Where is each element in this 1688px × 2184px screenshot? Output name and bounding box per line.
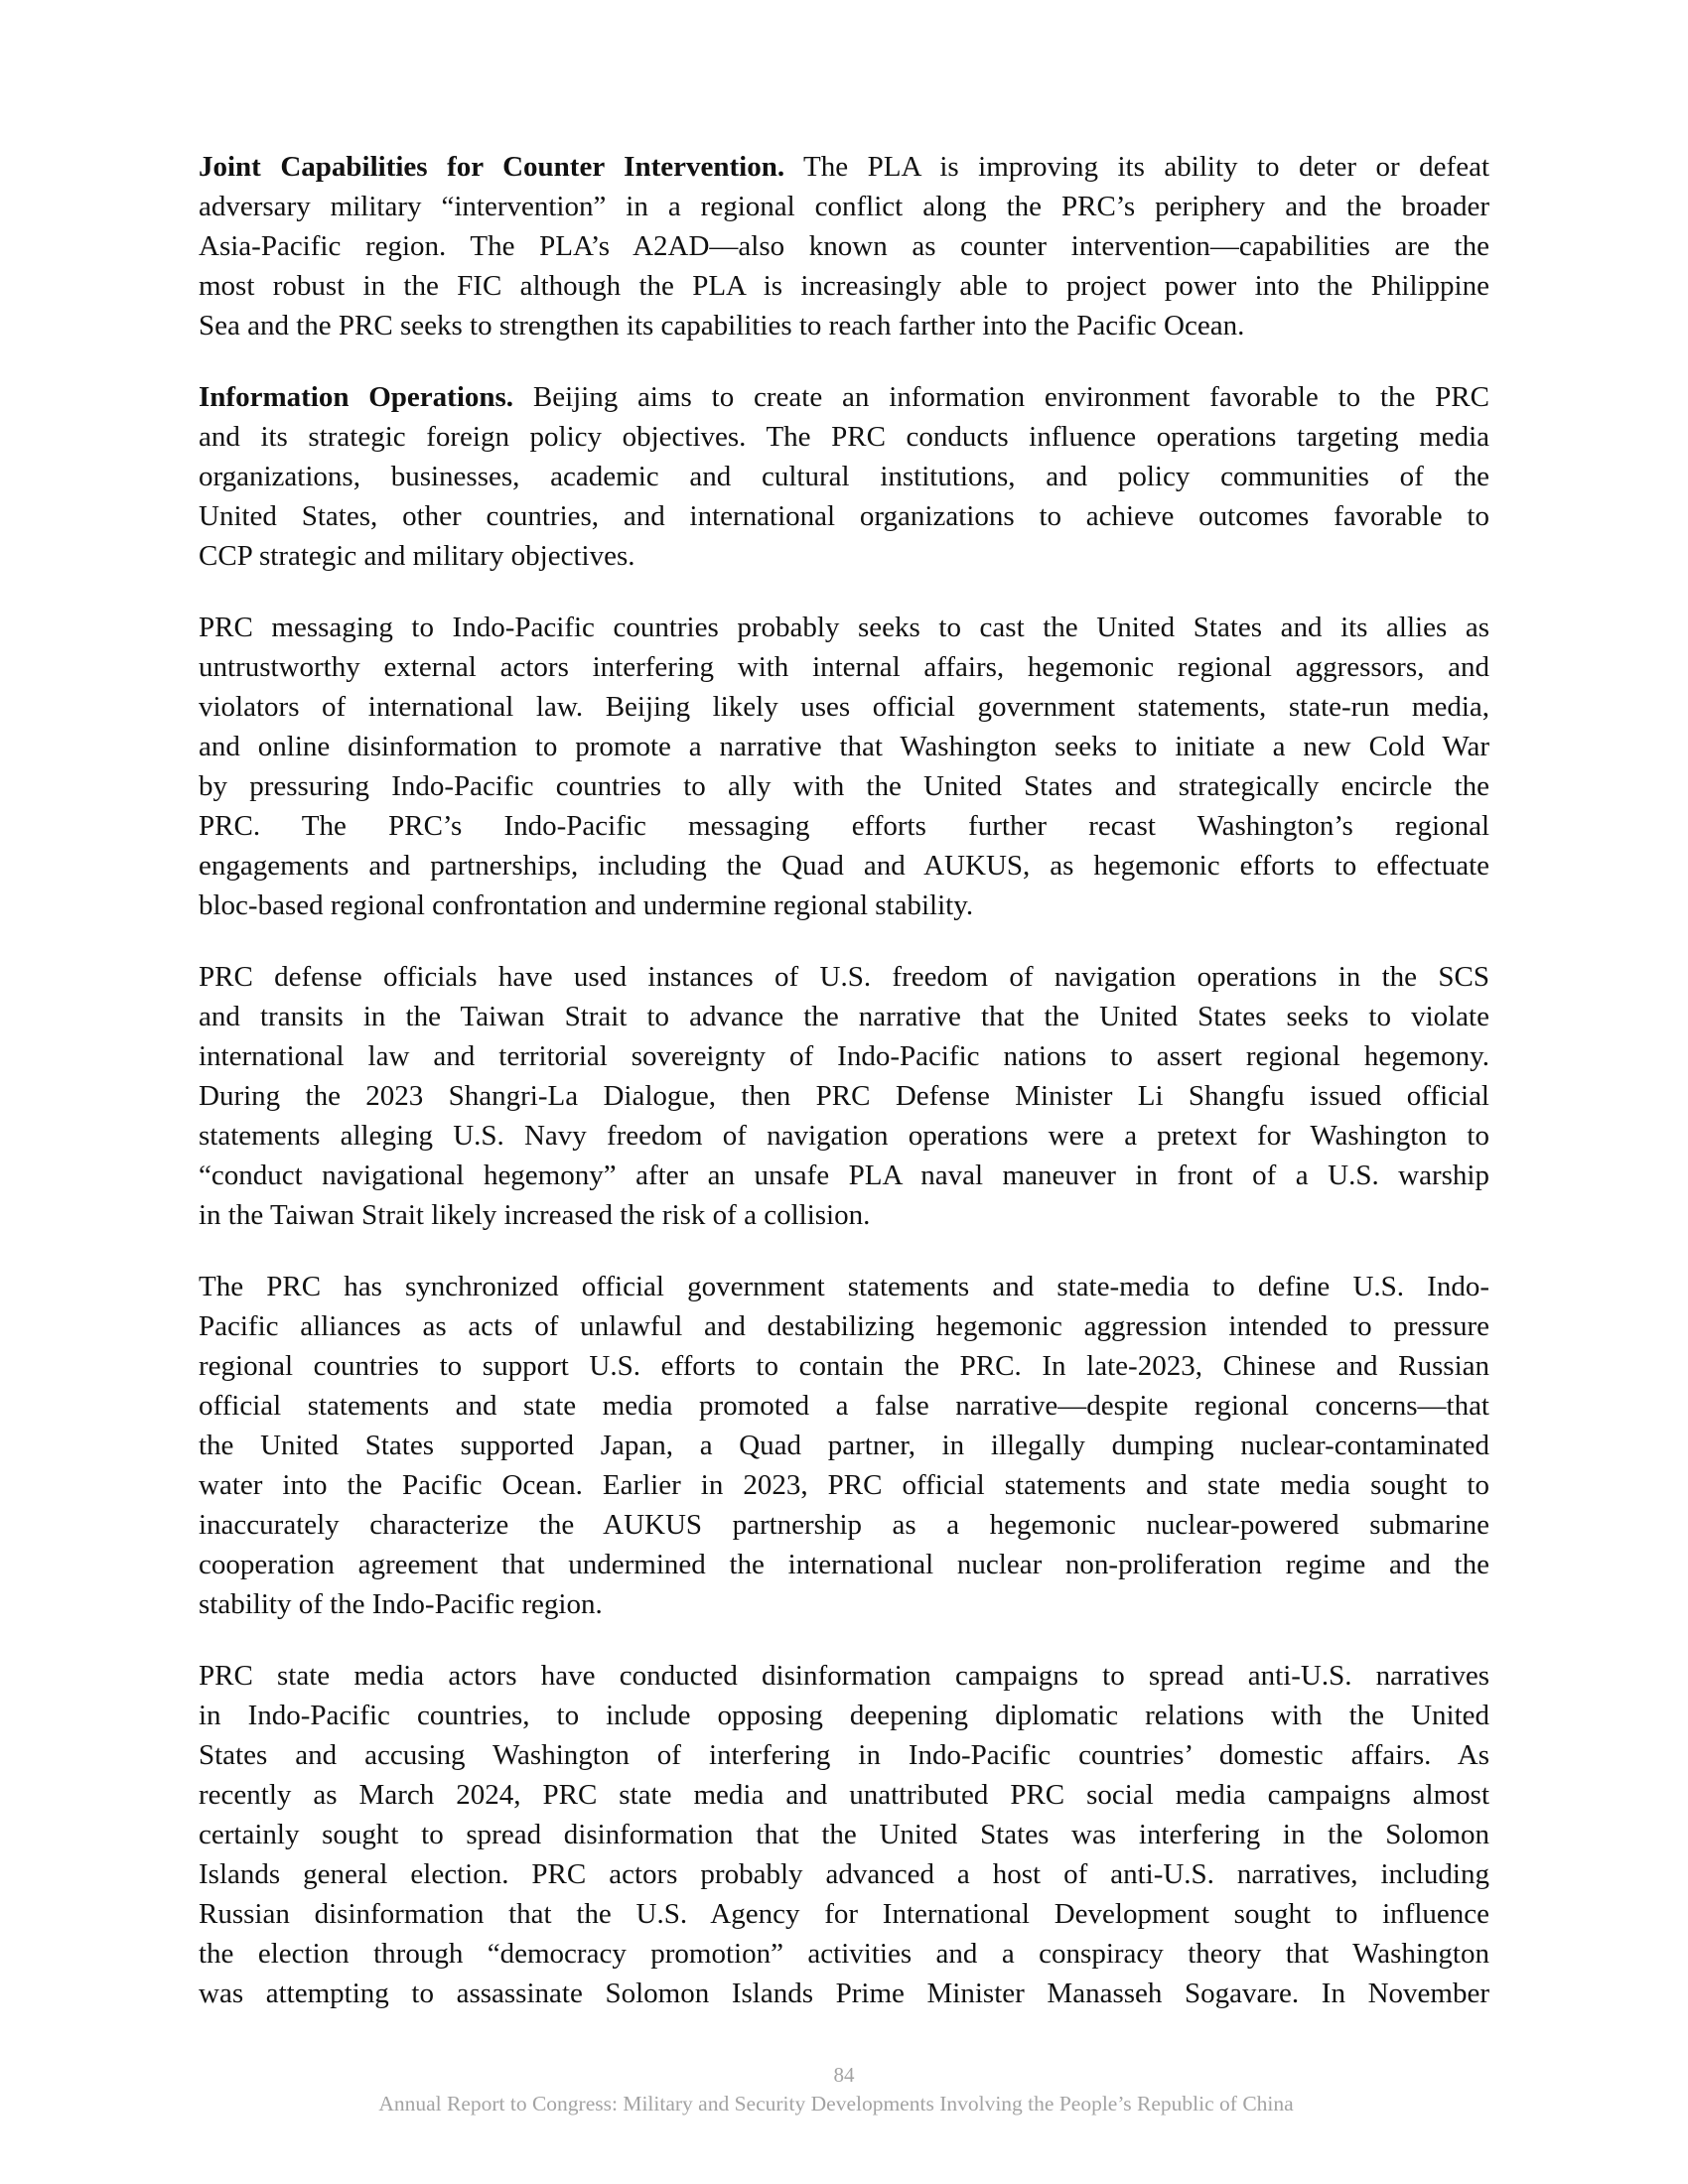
- text-line: cooperation agreement that undermined the international nuclear non-proliferation regime and the: [199, 1549, 1489, 1580]
- paragraph: [199, 1267, 1489, 1624]
- text-line: [199, 377, 1489, 417]
- text-line: violators of international law. Beijing likely uses official government statements, state-run media,: [199, 691, 1489, 723]
- text-line: engagements and partnerships, including the Quad and AUKUS, as hegemonic efforts to effectuate: [199, 850, 1489, 882]
- text-line: Pacific alliances as acts of unlawful and destabilizing hegemonic aggression intended to pressure: [199, 1310, 1489, 1342]
- text-line: During the 2023 Shangri-La Dialogue, then PRC Defense Minister Li Shangfu issued official: [199, 1080, 1489, 1112]
- section-paragraph: [199, 377, 1489, 576]
- page-number: 84: [833, 2063, 855, 2087]
- paragraph-text: Beijing aims to create an information environment favorable to the PRC: [513, 381, 1489, 413]
- text-line: PRC. The PRC’s Indo-Pacific messaging efforts further recast Washington’s regional: [199, 810, 1489, 842]
- text-line: and transits in the Taiwan Strait to advance the narrative that the United States seeks to violate: [199, 1001, 1489, 1032]
- paragraph-heading: Joint Capabilities for Counter Intervention.: [199, 151, 785, 183]
- paragraph-heading: Information Operations.: [199, 381, 514, 413]
- text-line: water into the Pacific Ocean. Earlier in 2023, PRC official statements and state media sought to: [199, 1469, 1489, 1501]
- body-text: [199, 147, 1489, 2045]
- text-line: stability of the Indo-Pacific region.: [199, 1588, 603, 1620]
- text-line: bloc-based regional confrontation and undermine regional stability.: [199, 889, 974, 921]
- text-line: “conduct navigational hegemony” after an unsafe PLA naval maneuver in front of a U.S. warship: [199, 1160, 1489, 1191]
- text-line: the election through “democracy promotion” activities and a conspiracy theory that Washington: [199, 1938, 1489, 1970]
- text-line: in the Taiwan Strait likely increased the risk of a collision.: [199, 1199, 871, 1231]
- text-line: inaccurately characterize the AUKUS partnership as a hegemonic nuclear-powered submarine: [199, 1509, 1489, 1541]
- text-line: official statements and state media promoted a false narrative—despite regional concerns—that: [199, 1390, 1489, 1422]
- text-line: was attempting to assassinate Solomon Islands Prime Minister Manasseh Sogavare. In November: [199, 1978, 1489, 2009]
- text-line: the United States supported Japan, a Quad partner, in illegally dumping nuclear-contaminated: [199, 1430, 1489, 1461]
- text-line: PRC state media actors have conducted disinformation campaigns to spread anti-U.S. narratives: [199, 1660, 1489, 1692]
- page-footer: [0, 2061, 1688, 2118]
- text-line: States and accusing Washington of interfering in Indo-Pacific countries’ domestic affairs. As: [199, 1739, 1489, 1771]
- text-line: PRC defense officials have used instances of U.S. freedom of navigation operations in the SCS: [199, 961, 1489, 993]
- text-line: Sea and the PRC seeks to strengthen its capabilities to reach farther into the Pacific Ocean.: [199, 310, 1245, 341]
- paragraph-text: The PLA is improving its ability to deter or defeat: [784, 151, 1489, 183]
- paragraph: [199, 608, 1489, 925]
- text-line: organizations, businesses, academic and cultural institutions, and policy communities of the: [199, 461, 1489, 492]
- text-line: most robust in the FIC although the PLA is increasingly able to project power into the Philippine: [199, 270, 1489, 302]
- paragraph: [199, 1656, 1489, 2013]
- text-line: CCP strategic and military objectives.: [199, 540, 635, 572]
- text-line: Islands general election. PRC actors probably advanced a host of anti-U.S. narratives, including: [199, 1858, 1489, 1890]
- text-line: United States, other countries, and international organizations to achieve outcomes favorable to: [199, 500, 1489, 532]
- text-line: PRC messaging to Indo-Pacific countries probably seeks to cast the United States and its allies as: [199, 612, 1489, 643]
- paragraph: [199, 957, 1489, 1235]
- section-paragraph: [199, 147, 1489, 345]
- text-line: Asia-Pacific region. The PLA’s A2AD—also known as counter intervention—capabilities are the: [199, 230, 1489, 262]
- text-line: adversary military “intervention” in a regional conflict along the PRC’s periphery and the broader: [199, 191, 1489, 222]
- text-line: international law and territorial sovereignty of Indo-Pacific nations to assert regional hegemony.: [199, 1040, 1489, 1072]
- text-line: and its strategic foreign policy objectives. The PRC conducts influence operations targeting media: [199, 421, 1489, 453]
- text-line: certainly sought to spread disinformation that the United States was interfering in the Solomon: [199, 1819, 1489, 1850]
- text-line: recently as March 2024, PRC state media and unattributed PRC social media campaigns almost: [199, 1779, 1489, 1811]
- text-line: [199, 147, 1489, 187]
- text-line: The PRC has synchronized official government statements and state-media to define U.S. Indo-: [199, 1271, 1489, 1302]
- text-line: untrustworthy external actors interfering with internal affairs, hegemonic regional aggressors, and: [199, 651, 1489, 683]
- text-line: and online disinformation to promote a narrative that Washington seeks to initiate a new Cold War: [199, 731, 1489, 762]
- text-line: statements alleging U.S. Navy freedom of navigation operations were a pretext for Washington to: [199, 1120, 1489, 1152]
- text-line: in Indo-Pacific countries, to include opposing deepening diplomatic relations with the United: [199, 1700, 1489, 1731]
- running-title: Annual Report to Congress: Military and Security Developments Involving the People’s Republic of China: [378, 2092, 1294, 2116]
- text-line: Russian disinformation that the U.S. Agency for International Development sought to influence: [199, 1898, 1489, 1930]
- text-line: regional countries to support U.S. efforts to contain the PRC. In late-2023, Chinese and Russian: [199, 1350, 1489, 1382]
- text-line: by pressuring Indo-Pacific countries to ally with the United States and strategically encircle the: [199, 770, 1489, 802]
